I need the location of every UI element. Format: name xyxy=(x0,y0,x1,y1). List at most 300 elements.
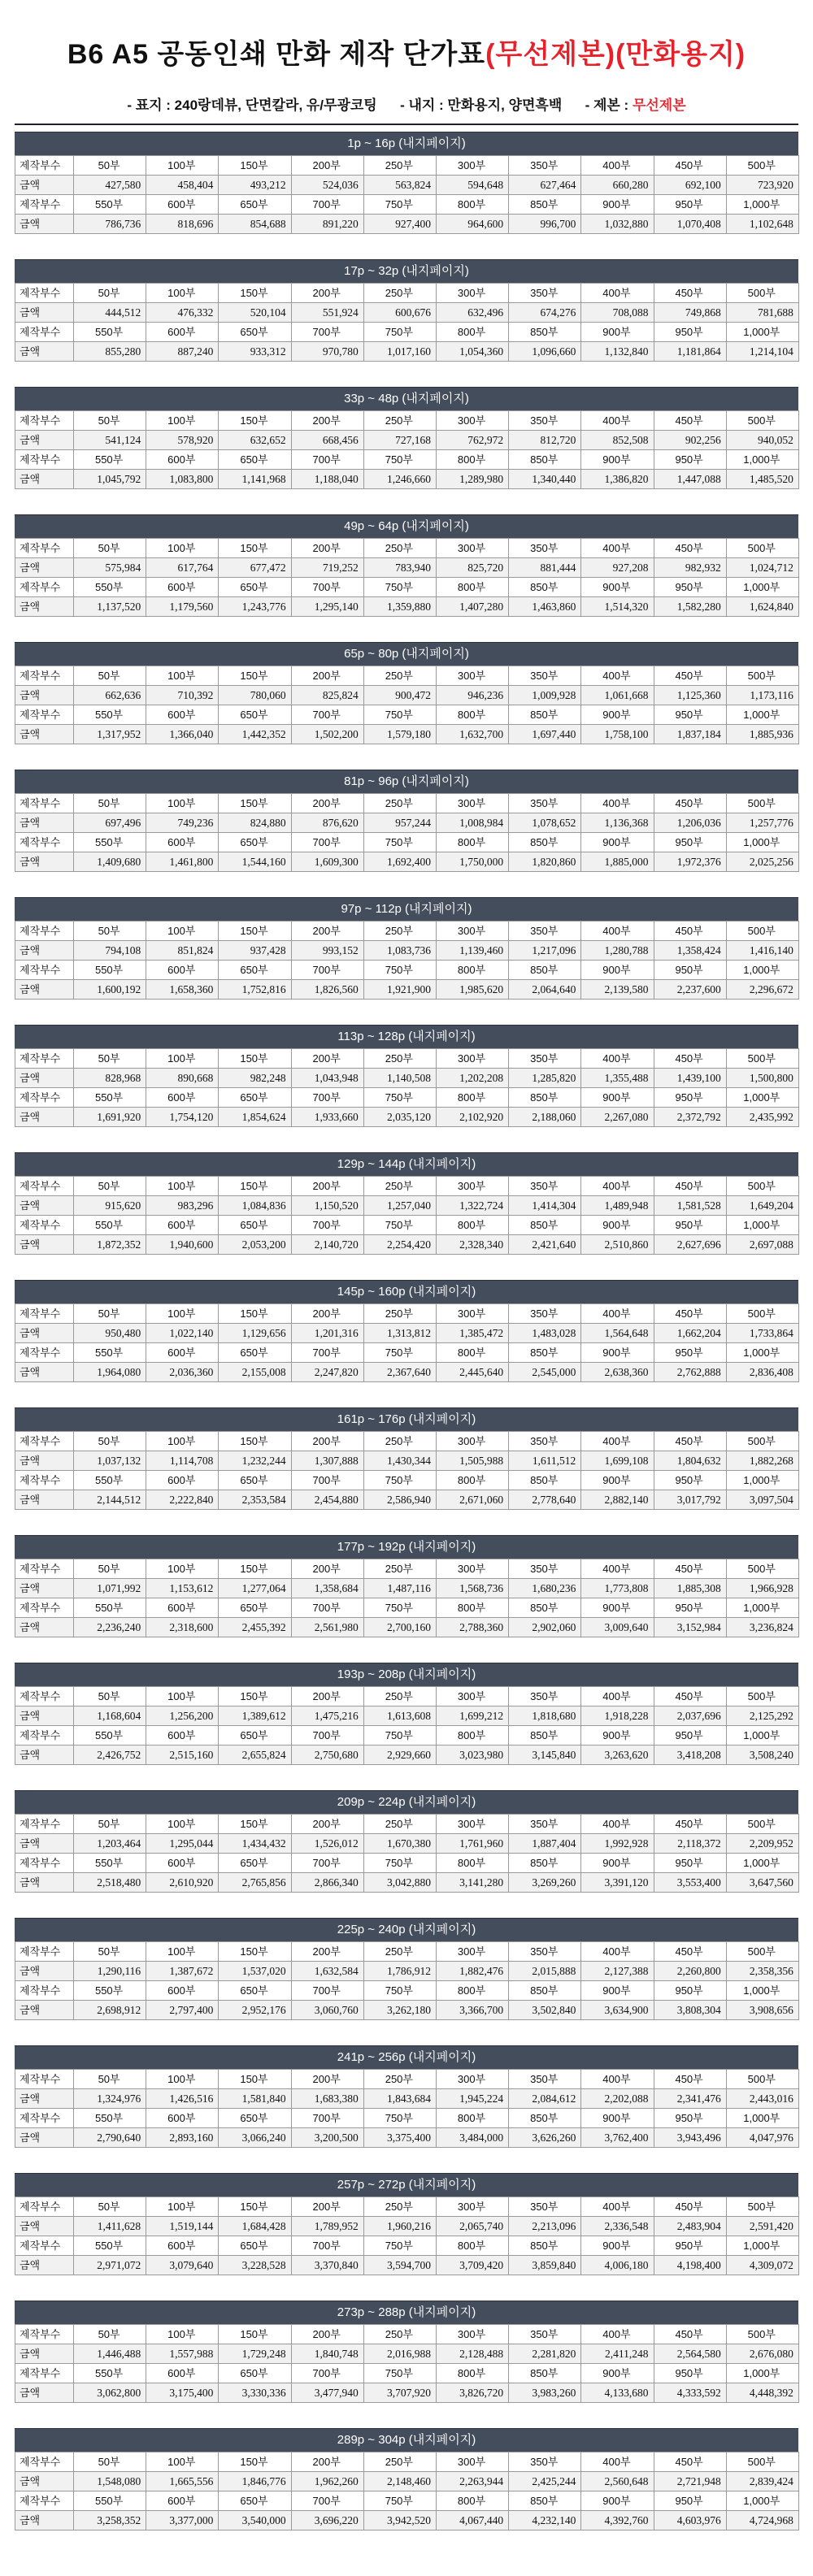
quantity-cell: 300부 xyxy=(436,794,508,813)
price-row xyxy=(15,1451,799,1471)
price-cell: 1,246,660 xyxy=(363,470,436,489)
price-cell: 3,553,400 xyxy=(654,1873,726,1893)
row-label: 금액 xyxy=(15,2089,74,2109)
price-row xyxy=(15,725,799,744)
row-label: 제작부수 xyxy=(15,666,74,686)
price-cell: 2,655,824 xyxy=(219,1746,291,1765)
price-cell: 818,696 xyxy=(146,215,219,234)
price-cell: 1,854,624 xyxy=(219,1108,291,1127)
quantity-cell: 400부 xyxy=(581,2070,654,2089)
quantity-cell: 400부 xyxy=(581,1559,654,1579)
quantity-cell: 950부 xyxy=(654,1598,726,1618)
quantity-cell: 50부 xyxy=(74,1687,146,1706)
price-cell: 1,537,020 xyxy=(219,1962,291,1981)
quantity-cell: 750부 xyxy=(363,450,436,470)
quantity-cell: 600부 xyxy=(146,705,219,725)
quantity-cell: 400부 xyxy=(581,922,654,941)
price-row xyxy=(15,2344,799,2364)
price-cell: 1,611,512 xyxy=(509,1451,581,1471)
price-cell: 1,366,040 xyxy=(146,725,219,744)
price-cell: 3,908,656 xyxy=(726,2001,798,2020)
price-cell: 1,579,180 xyxy=(363,725,436,744)
price-cell: 887,240 xyxy=(146,342,219,362)
quantity-cell: 550부 xyxy=(74,578,146,597)
price-section xyxy=(15,259,798,378)
quantity-cell: 800부 xyxy=(436,705,508,725)
row-label: 금액 xyxy=(15,2511,74,2530)
quantity-cell: 700부 xyxy=(291,2491,363,2511)
quantity-cell: 950부 xyxy=(654,195,726,215)
price-row xyxy=(15,686,799,705)
price-cell: 3,508,240 xyxy=(726,1746,798,1765)
quantity-cell: 500부 xyxy=(726,1815,798,1834)
price-cell: 2,053,200 xyxy=(219,1235,291,1255)
price-cell: 1,665,556 xyxy=(146,2472,219,2491)
price-cell: 2,155,008 xyxy=(219,1363,291,1382)
price-cell: 708,088 xyxy=(581,303,654,323)
quantity-cell: 750부 xyxy=(363,705,436,725)
quantity-row xyxy=(15,323,799,342)
price-cell: 3,200,500 xyxy=(291,2128,363,2148)
quantity-cell: 250부 xyxy=(363,922,436,941)
price-cell: 1,933,660 xyxy=(291,1108,363,1127)
price-row xyxy=(15,1962,799,1981)
quantity-cell: 250부 xyxy=(363,1687,436,1706)
quantity-row xyxy=(15,1559,799,1579)
price-cell: 1,670,380 xyxy=(363,1834,436,1854)
price-cell: 1,289,980 xyxy=(436,470,508,489)
quantity-cell: 50부 xyxy=(74,2325,146,2344)
price-cell: 1,071,992 xyxy=(74,1579,146,1598)
section-header: 289p ~ 304p (내지페이지) xyxy=(15,2428,798,2452)
row-label: 제작부수 xyxy=(15,1216,74,1235)
quantity-cell: 950부 xyxy=(654,578,726,597)
row-label: 금액 xyxy=(15,2001,74,2020)
quantity-cell: 700부 xyxy=(291,1854,363,1873)
price-cell: 1,290,116 xyxy=(74,1962,146,1981)
price-cell: 2,445,640 xyxy=(436,1363,508,1382)
price-cell: 2,296,672 xyxy=(726,980,798,1000)
price-cell: 1,684,428 xyxy=(219,2217,291,2236)
price-cell: 1,442,352 xyxy=(219,725,291,744)
quantity-cell: 400부 xyxy=(581,1687,654,1706)
price-cell: 4,448,392 xyxy=(726,2383,798,2403)
price-cell: 2,148,460 xyxy=(363,2472,436,2491)
quantity-cell: 700부 xyxy=(291,961,363,980)
quantity-cell: 850부 xyxy=(509,2364,581,2383)
quantity-cell: 1,000부 xyxy=(726,1471,798,1490)
price-cell: 3,330,336 xyxy=(219,2383,291,2403)
quantity-cell: 900부 xyxy=(581,1854,654,1873)
price-cell: 2,118,372 xyxy=(654,1834,726,1854)
quantity-cell: 550부 xyxy=(74,323,146,342)
price-cell: 1,548,080 xyxy=(74,2472,146,2491)
price-cell: 1,733,864 xyxy=(726,1324,798,1343)
quantity-cell: 500부 xyxy=(726,156,798,176)
price-cell: 1,964,080 xyxy=(74,1363,146,1382)
price-cell: 3,236,824 xyxy=(726,1618,798,1637)
quantity-cell: 550부 xyxy=(74,195,146,215)
quantity-cell: 700부 xyxy=(291,1726,363,1746)
price-cell: 2,336,548 xyxy=(581,2217,654,2236)
price-cell: 1,697,440 xyxy=(509,725,581,744)
price-section xyxy=(15,2045,798,2164)
price-cell: 1,141,968 xyxy=(219,470,291,489)
quantity-cell: 350부 xyxy=(509,2452,581,2472)
price-row xyxy=(15,1873,799,1893)
price-cell: 2,421,640 xyxy=(509,1235,581,1255)
quantity-row xyxy=(15,2070,799,2089)
price-cell: 1,613,608 xyxy=(363,1706,436,1726)
quantity-row xyxy=(15,1049,799,1069)
price-cell: 444,512 xyxy=(74,303,146,323)
quantity-cell: 400부 xyxy=(581,1177,654,1196)
section-header: 241p ~ 256p (내지페이지) xyxy=(15,2045,798,2069)
quantity-cell: 1,000부 xyxy=(726,1343,798,1363)
row-label: 제작부수 xyxy=(15,578,74,597)
quantity-cell: 1,000부 xyxy=(726,2109,798,2128)
section-header: 97p ~ 112p (내지페이지) xyxy=(15,897,798,921)
price-cell: 2,510,860 xyxy=(581,1235,654,1255)
quantity-cell: 700부 xyxy=(291,833,363,852)
quantity-cell: 100부 xyxy=(146,539,219,558)
price-cell: 2,139,580 xyxy=(581,980,654,1000)
price-cell: 1,203,464 xyxy=(74,1834,146,1854)
quantity-cell: 800부 xyxy=(436,1216,508,1235)
price-cell: 3,377,000 xyxy=(146,2511,219,2530)
row-label: 금액 xyxy=(15,2472,74,2491)
row-label: 금액 xyxy=(15,2344,74,2364)
row-label: 금액 xyxy=(15,1108,74,1127)
price-cell: 2,372,792 xyxy=(654,1108,726,1127)
price-cell: 1,358,684 xyxy=(291,1579,363,1598)
price-cell: 3,017,792 xyxy=(654,1490,726,1510)
price-row xyxy=(15,1069,799,1088)
price-cell: 3,943,496 xyxy=(654,2128,726,2148)
row-label: 금액 xyxy=(15,725,74,744)
quantity-cell: 450부 xyxy=(654,539,726,558)
price-cell: 1,699,108 xyxy=(581,1451,654,1471)
quantity-cell: 500부 xyxy=(726,794,798,813)
price-cell: 1,045,792 xyxy=(74,470,146,489)
quantity-cell: 450부 xyxy=(654,1687,726,1706)
row-label: 제작부수 xyxy=(15,2109,74,2128)
price-row xyxy=(15,1196,799,1216)
price-row xyxy=(15,470,799,489)
price-cell: 4,724,968 xyxy=(726,2511,798,2530)
row-label: 제작부수 xyxy=(15,2364,74,2383)
price-cell: 3,983,260 xyxy=(509,2383,581,2403)
quantity-cell: 350부 xyxy=(509,1304,581,1324)
price-cell: 3,009,640 xyxy=(581,1618,654,1637)
section-header: 81p ~ 96p (내지페이지) xyxy=(15,770,798,793)
quantity-cell: 800부 xyxy=(436,1088,508,1108)
price-cell: 2,263,944 xyxy=(436,2472,508,2491)
quantity-cell: 300부 xyxy=(436,666,508,686)
quantity-cell: 200부 xyxy=(291,1687,363,1706)
price-cell: 524,036 xyxy=(291,176,363,195)
quantity-cell: 750부 xyxy=(363,1854,436,1873)
quantity-cell: 450부 xyxy=(654,411,726,431)
quantity-cell: 250부 xyxy=(363,1177,436,1196)
quantity-cell: 150부 xyxy=(219,1815,291,1834)
quantity-cell: 150부 xyxy=(219,2325,291,2344)
quantity-cell: 100부 xyxy=(146,1687,219,1706)
quantity-cell: 350부 xyxy=(509,1432,581,1451)
price-cell: 1,826,560 xyxy=(291,980,363,1000)
quantity-cell: 400부 xyxy=(581,794,654,813)
quantity-cell: 50부 xyxy=(74,794,146,813)
price-cell: 1,885,936 xyxy=(726,725,798,744)
quantity-cell: 50부 xyxy=(74,539,146,558)
price-cell: 1,789,952 xyxy=(291,2217,363,2236)
price-cell: 940,052 xyxy=(726,431,798,450)
price-cell: 2,952,176 xyxy=(219,2001,291,2020)
quantity-cell: 550부 xyxy=(74,961,146,980)
quantity-cell: 950부 xyxy=(654,2491,726,2511)
price-cell: 2,016,988 xyxy=(363,2344,436,2364)
price-cell: 2,140,720 xyxy=(291,1235,363,1255)
quantity-cell: 100부 xyxy=(146,411,219,431)
price-table xyxy=(15,1814,799,1893)
price-section xyxy=(15,2173,798,2292)
quantity-cell: 600부 xyxy=(146,2491,219,2511)
quantity-cell: 500부 xyxy=(726,666,798,686)
quantity-cell: 800부 xyxy=(436,961,508,980)
quantity-cell: 900부 xyxy=(581,1726,654,1746)
quantity-cell: 700부 xyxy=(291,450,363,470)
price-cell: 427,580 xyxy=(74,176,146,195)
price-cell: 710,392 xyxy=(146,686,219,705)
price-cell: 3,502,840 xyxy=(509,2001,581,2020)
quantity-cell: 400부 xyxy=(581,539,654,558)
price-cell: 781,688 xyxy=(726,303,798,323)
quantity-cell: 1,000부 xyxy=(726,2236,798,2256)
price-cell: 1,150,520 xyxy=(291,1196,363,1216)
price-row xyxy=(15,2217,799,2236)
row-label: 금액 xyxy=(15,1834,74,1854)
quantity-cell: 950부 xyxy=(654,2109,726,2128)
price-cell: 950,480 xyxy=(74,1324,146,1343)
quantity-cell: 350부 xyxy=(509,156,581,176)
price-cell: 1,136,368 xyxy=(581,813,654,833)
price-cell: 1,887,404 xyxy=(509,1834,581,1854)
quantity-cell: 800부 xyxy=(436,1598,508,1618)
row-label: 제작부수 xyxy=(15,1598,74,1618)
quantity-cell: 850부 xyxy=(509,1854,581,1873)
price-cell: 2,188,060 xyxy=(509,1108,581,1127)
quantity-cell: 100부 xyxy=(146,1177,219,1196)
quantity-cell: 600부 xyxy=(146,2236,219,2256)
quantity-cell: 200부 xyxy=(291,1942,363,1962)
row-label: 금액 xyxy=(15,813,74,833)
price-cell: 2,128,488 xyxy=(436,2344,508,2364)
quantity-cell: 150부 xyxy=(219,2070,291,2089)
price-cell: 1,691,920 xyxy=(74,1108,146,1127)
price-cell: 1,632,700 xyxy=(436,725,508,744)
price-cell: 660,280 xyxy=(581,176,654,195)
price-cell: 2,064,640 xyxy=(509,980,581,1000)
quantity-cell: 700부 xyxy=(291,705,363,725)
section-header: 1p ~ 16p (내지페이지) xyxy=(15,132,798,155)
price-cell: 1,008,984 xyxy=(436,813,508,833)
price-section xyxy=(15,1025,798,1143)
price-cell: 1,389,612 xyxy=(219,1706,291,1726)
price-cell: 2,425,244 xyxy=(509,2472,581,2491)
quantity-cell: 100부 xyxy=(146,2325,219,2344)
price-cell: 723,920 xyxy=(726,176,798,195)
price-cell: 1,313,812 xyxy=(363,1324,436,1343)
section-header: 161p ~ 176p (내지페이지) xyxy=(15,1407,798,1431)
quantity-cell: 350부 xyxy=(509,794,581,813)
price-cell: 719,252 xyxy=(291,558,363,578)
price-cell: 852,508 xyxy=(581,431,654,450)
quantity-cell: 1,000부 xyxy=(726,1726,798,1746)
row-label: 제작부수 xyxy=(15,1687,74,1706)
row-label: 금액 xyxy=(15,176,74,195)
row-label: 제작부수 xyxy=(15,961,74,980)
quantity-row xyxy=(15,833,799,852)
price-cell: 3,370,840 xyxy=(291,2256,363,2275)
quantity-row xyxy=(15,1088,799,1108)
quantity-cell: 450부 xyxy=(654,1432,726,1451)
section-header: 209p ~ 224p (내지페이지) xyxy=(15,1790,798,1814)
price-cell: 3,263,620 xyxy=(581,1746,654,1765)
price-cell: 1,295,044 xyxy=(146,1834,219,1854)
price-cell: 1,139,460 xyxy=(436,941,508,961)
quantity-cell: 350부 xyxy=(509,2325,581,2344)
price-cell: 933,312 xyxy=(219,342,291,362)
quantity-cell: 750부 xyxy=(363,2236,436,2256)
quantity-cell: 100부 xyxy=(146,284,219,303)
price-cell: 749,868 xyxy=(654,303,726,323)
price-cell: 563,824 xyxy=(363,176,436,195)
price-row xyxy=(15,1363,799,1382)
price-cell: 1,658,360 xyxy=(146,980,219,1000)
price-cell: 1,992,928 xyxy=(581,1834,654,1854)
price-cell: 2,455,392 xyxy=(219,1618,291,1637)
price-cell: 1,463,860 xyxy=(509,597,581,617)
price-cell: 1,324,976 xyxy=(74,2089,146,2109)
quantity-row xyxy=(15,1726,799,1746)
price-cell: 520,104 xyxy=(219,303,291,323)
quantity-cell: 500부 xyxy=(726,284,798,303)
quantity-cell: 550부 xyxy=(74,705,146,725)
quantity-cell: 400부 xyxy=(581,1304,654,1324)
price-cell: 1,385,472 xyxy=(436,1324,508,1343)
quantity-cell: 850부 xyxy=(509,1216,581,1235)
price-cell: 2,515,160 xyxy=(146,1746,219,1765)
quantity-cell: 450부 xyxy=(654,1815,726,1834)
quantity-cell: 700부 xyxy=(291,1981,363,2001)
price-table xyxy=(15,2069,799,2148)
row-label: 제작부수 xyxy=(15,2452,74,2472)
price-cell: 1,487,116 xyxy=(363,1579,436,1598)
price-cell: 1,125,360 xyxy=(654,686,726,705)
price-cell: 2,213,096 xyxy=(509,2217,581,2236)
price-cell: 3,707,920 xyxy=(363,2383,436,2403)
price-cell: 4,133,680 xyxy=(581,2383,654,2403)
quantity-cell: 750부 xyxy=(363,323,436,342)
price-section xyxy=(15,2301,798,2419)
price-cell: 1,447,088 xyxy=(654,470,726,489)
section-header: 193p ~ 208p (내지페이지) xyxy=(15,1663,798,1686)
price-row xyxy=(15,1490,799,1510)
price-cell: 2,697,088 xyxy=(726,1235,798,1255)
price-cell: 668,456 xyxy=(291,431,363,450)
price-cell: 1,680,236 xyxy=(509,1579,581,1598)
quantity-cell: 50부 xyxy=(74,156,146,176)
section-header: 257p ~ 272p (내지페이지) xyxy=(15,2173,798,2197)
quantity-cell: 800부 xyxy=(436,1726,508,1746)
price-cell: 4,006,180 xyxy=(581,2256,654,2275)
quantity-cell: 650부 xyxy=(219,1726,291,1746)
quantity-cell: 450부 xyxy=(654,2325,726,2344)
quantity-cell: 750부 xyxy=(363,1471,436,1490)
quantity-row xyxy=(15,1687,799,1706)
price-cell: 3,079,640 xyxy=(146,2256,219,2275)
quantity-cell: 450부 xyxy=(654,794,726,813)
price-cell: 3,145,840 xyxy=(509,1746,581,1765)
price-cell: 1,918,228 xyxy=(581,1706,654,1726)
price-cell: 1,750,000 xyxy=(436,852,508,872)
price-cell: 627,464 xyxy=(509,176,581,195)
quantity-cell: 750부 xyxy=(363,1343,436,1363)
quantity-cell: 600부 xyxy=(146,450,219,470)
price-cell: 2,367,640 xyxy=(363,1363,436,1382)
price-cell: 2,281,820 xyxy=(509,2344,581,2364)
price-cell: 2,222,840 xyxy=(146,1490,219,1510)
section-header: 33p ~ 48p (내지페이지) xyxy=(15,387,798,410)
price-cell: 2,483,904 xyxy=(654,2217,726,2236)
section-header: 177p ~ 192p (내지페이지) xyxy=(15,1535,798,1559)
price-cell: 890,668 xyxy=(146,1069,219,1088)
price-cell: 1,519,144 xyxy=(146,2217,219,2236)
price-cell: 1,280,788 xyxy=(581,941,654,961)
price-cell: 982,248 xyxy=(219,1069,291,1088)
quantity-cell: 550부 xyxy=(74,2236,146,2256)
price-cell: 927,208 xyxy=(581,558,654,578)
price-cell: 594,648 xyxy=(436,176,508,195)
price-table xyxy=(15,666,799,744)
quantity-row xyxy=(15,1304,799,1324)
quantity-cell: 800부 xyxy=(436,450,508,470)
quantity-cell: 450부 xyxy=(654,1177,726,1196)
quantity-cell: 500부 xyxy=(726,2070,798,2089)
quantity-cell: 250부 xyxy=(363,2197,436,2217)
price-cell: 1,557,988 xyxy=(146,2344,219,2364)
price-cell: 3,097,504 xyxy=(726,1490,798,1510)
price-cell: 1,256,200 xyxy=(146,1706,219,1726)
price-section xyxy=(15,1790,798,1909)
row-label: 금액 xyxy=(15,1451,74,1471)
row-label: 금액 xyxy=(15,1962,74,1981)
price-cell: 1,083,800 xyxy=(146,470,219,489)
price-cell: 1,786,912 xyxy=(363,1962,436,1981)
quantity-cell: 400부 xyxy=(581,1432,654,1451)
quantity-cell: 150부 xyxy=(219,1942,291,1962)
price-cell: 2,035,120 xyxy=(363,1108,436,1127)
row-label: 금액 xyxy=(15,215,74,234)
row-label: 제작부수 xyxy=(15,539,74,558)
quantity-cell: 650부 xyxy=(219,1088,291,1108)
quantity-cell: 450부 xyxy=(654,1049,726,1069)
quantity-cell: 850부 xyxy=(509,2109,581,2128)
quantity-cell: 100부 xyxy=(146,1432,219,1451)
price-cell: 1,820,860 xyxy=(509,852,581,872)
price-cell: 4,198,400 xyxy=(654,2256,726,2275)
quantity-cell: 250부 xyxy=(363,411,436,431)
